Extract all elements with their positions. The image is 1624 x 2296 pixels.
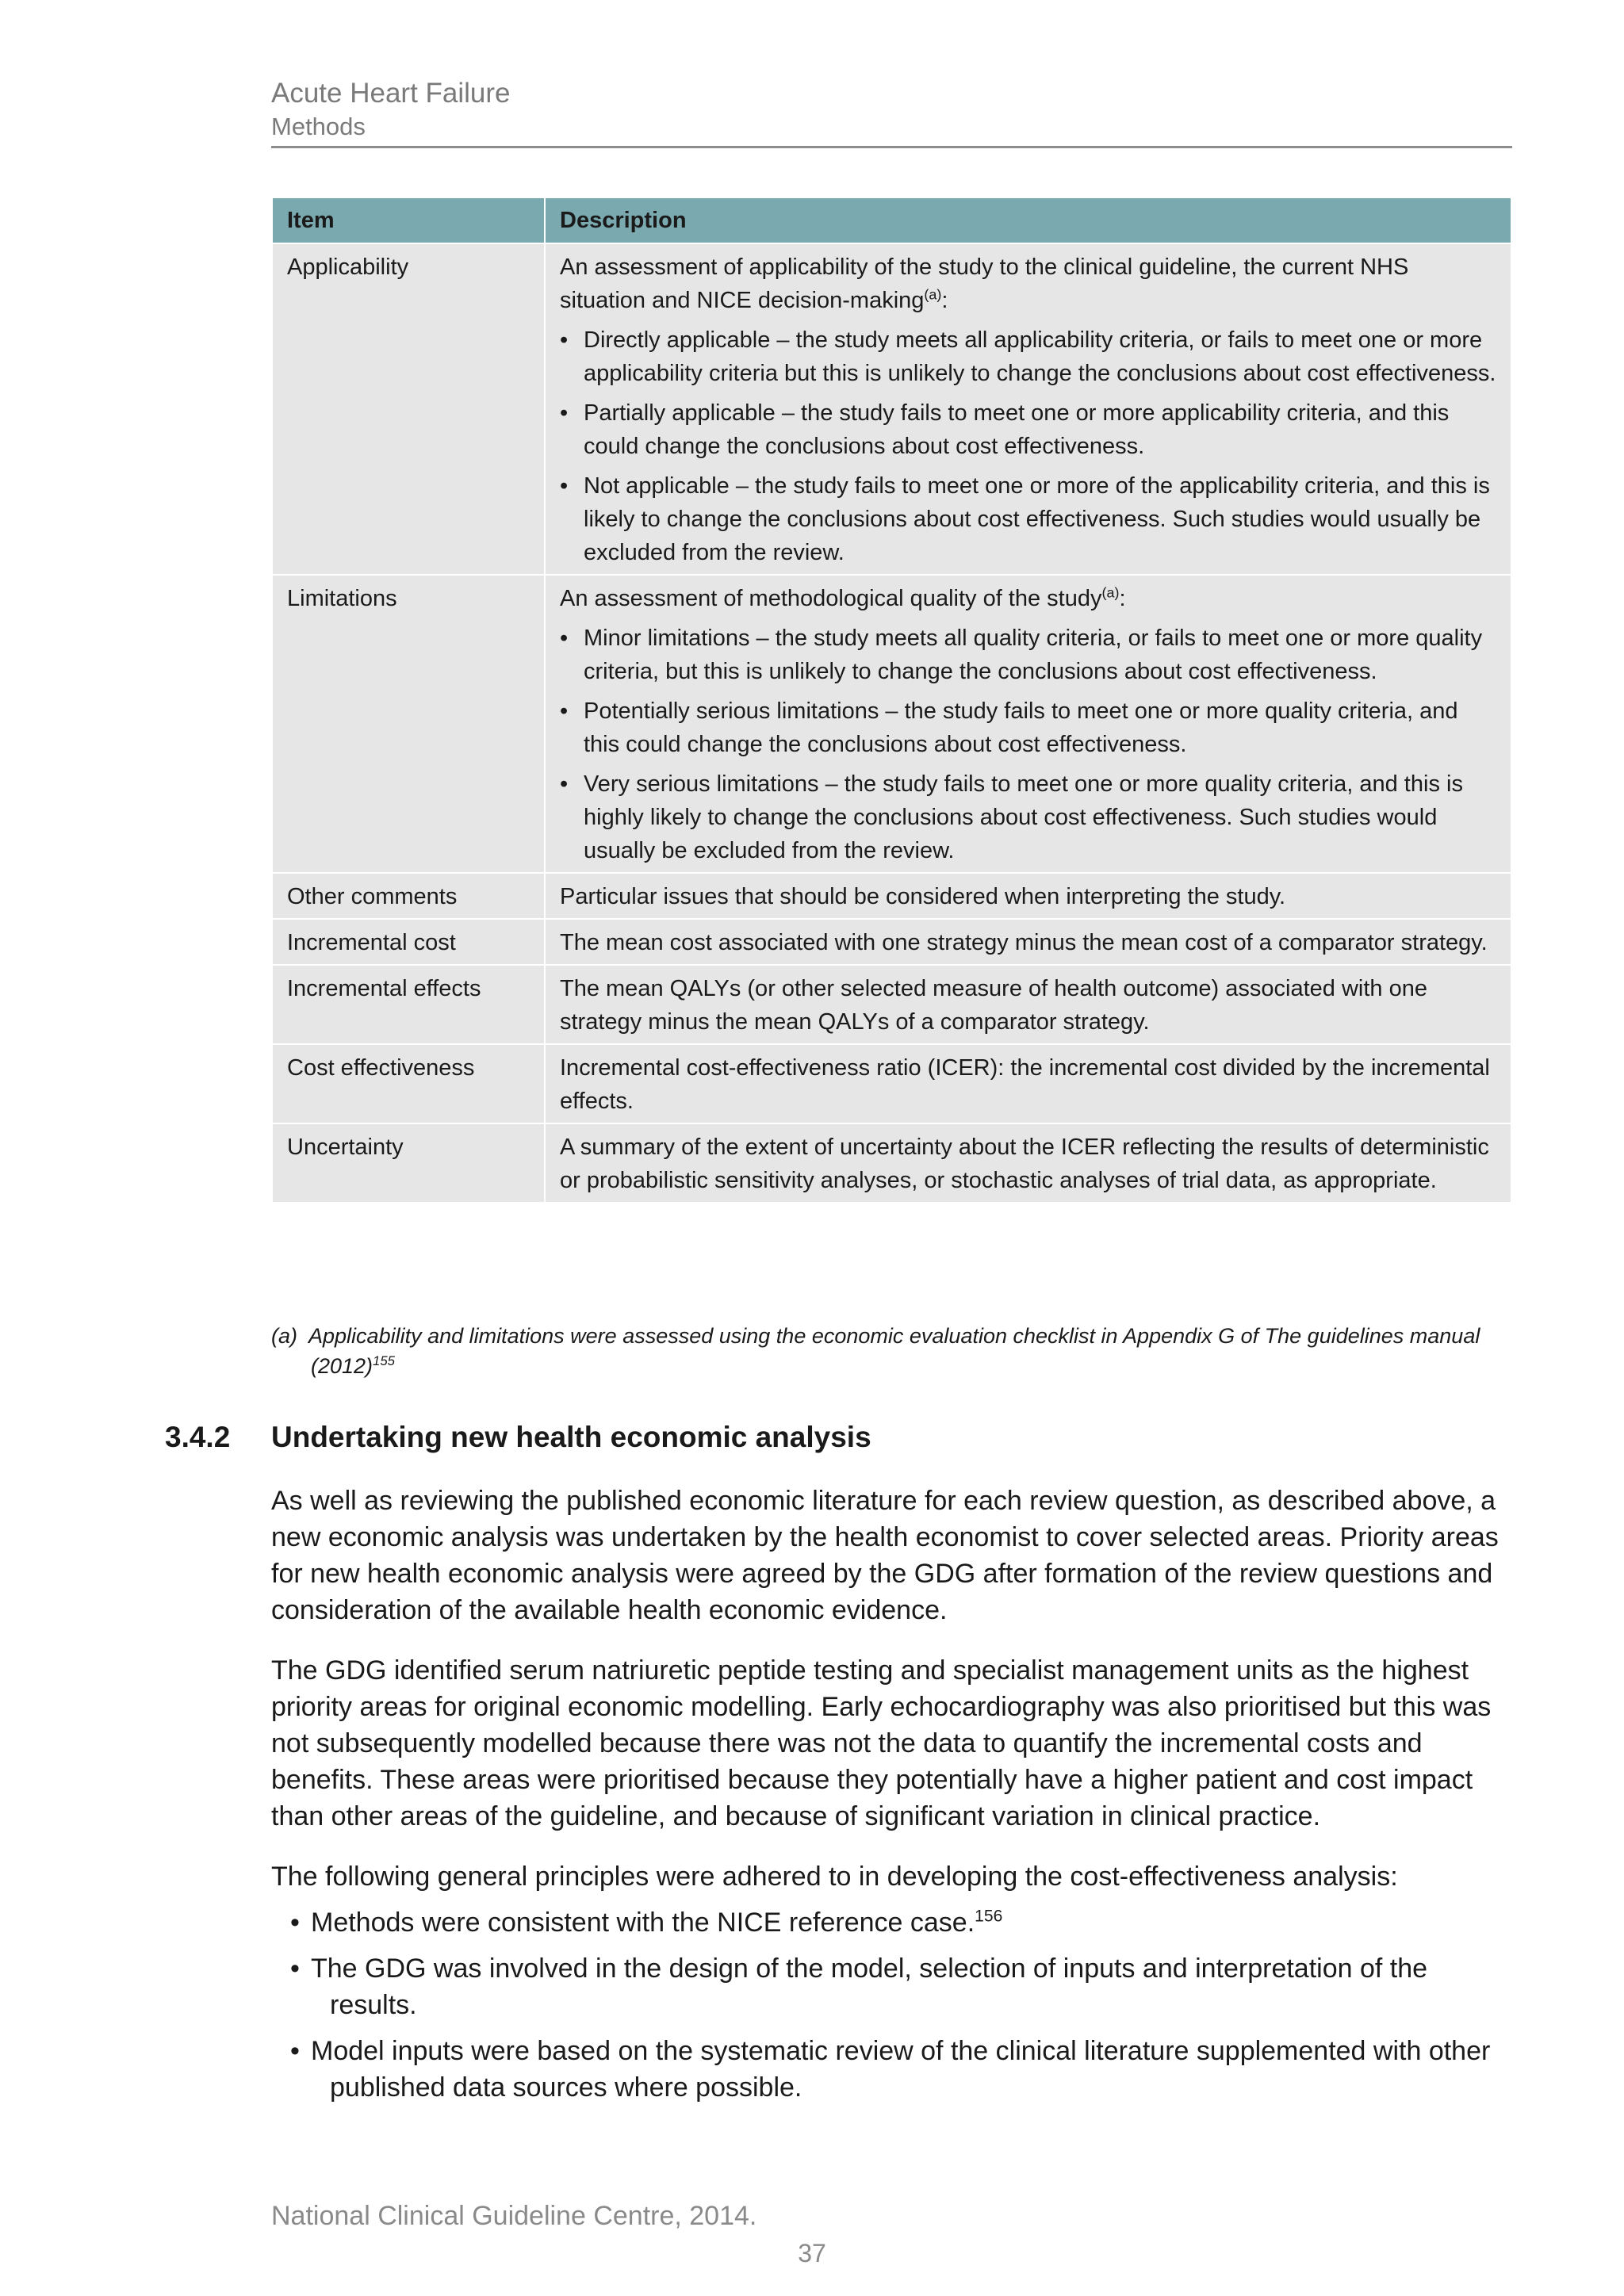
table-header-row xyxy=(272,197,1511,243)
list-item: • Directly applicable – the study meets all applicability criteria, or fails to meet one or more applicability criteria but this is unlikely to change the conclusions about cost effectiveness. xyxy=(560,323,1496,390)
table-row xyxy=(272,243,1511,575)
paragraph: The GDG identified serum natriuretic peptide testing and specialist management units as the highest priority areas for original economic modelling. Early echocardiography was also prioritised but this was not subsequently modelled because there was not the data to quantify the incremental costs and benefits. These areas were prioritised because they potentially have a higher patient and cost impact than other areas of the guideline, and because of significant variation in clinical practice. xyxy=(271,1655,1492,1831)
table-row xyxy=(272,575,1511,873)
chapter-name: Methods xyxy=(271,113,366,140)
row-item: Incremental effects xyxy=(272,965,545,1044)
footer-credit: National Clinical Guideline Centre, 2014. xyxy=(271,2201,757,2231)
row-description: Incremental cost-effectiveness ratio (ICER): the incremental cost divided by the incremental effects. xyxy=(545,1044,1511,1123)
document-title: Acute Heart Failure xyxy=(271,78,511,109)
table-row xyxy=(272,1044,1511,1123)
section-body xyxy=(271,1483,1512,2115)
table-row xyxy=(272,919,1511,965)
row-item: Applicability xyxy=(272,243,545,575)
row-description: The mean cost associated with one strategy minus the mean cost of a comparator strategy. xyxy=(545,919,1511,965)
list-item: • Very serious limitations – the study fails to meet one or more quality criteria, and this is highly likely to change the conclusions about cost effectiveness. Such studies would usually be excluded from the review. xyxy=(560,767,1496,867)
principles-list xyxy=(271,1904,1512,2106)
list-item: • Model inputs were based on the systematic review of the clinical literature supplemented with other published data sources where possible. xyxy=(290,2036,1491,2103)
table-row xyxy=(272,873,1511,919)
row-item: Uncertainty xyxy=(272,1123,545,1203)
row-item: Incremental cost xyxy=(272,919,545,965)
economic-evidence-table xyxy=(271,197,1512,1203)
list-item: • Minor limitations – the study meets all quality criteria, or fails to meet one or more quality criteria, but this is unlikely to change the conclusions about cost effectiveness. xyxy=(560,622,1496,688)
table-row xyxy=(272,965,1511,1044)
list-item: • Not applicable – the study fails to meet one or more of the applicability criteria, and this is likely to change the conclusions about cost effectiveness. Such studies would usually be excluded from the review. xyxy=(560,469,1496,569)
paragraph: As well as reviewing the published economic literature for each review question, as described above, a new economic analysis was undertaken by the health economist to cover selected areas. Priority areas for new health economic analysis were agreed by the GDG after formation of the review questions and consideration of the available health economic evidence. xyxy=(271,1486,1499,1625)
list-item: • Partially applicable – the study fails to meet one or more applicability criteria, and this could change the conclusions about cost effectiveness. xyxy=(560,396,1496,463)
table-footnote: (a) Applicability and limitations were assessed using the economic evaluation checklist in Appendix G of The guidelines manual $(2012)^{155}$ xyxy=(271,1324,1480,1378)
section-number: 3.4.2 xyxy=(165,1421,231,1453)
table-row xyxy=(272,1123,1511,1203)
list-item: • Methods were consistent with the NICE reference case.$^{156}$ xyxy=(290,1907,1003,1938)
list-item: • The GDG was involved in the design of the model, selection of inputs and interpretation of the results. xyxy=(290,1954,1428,2020)
row-description: A summary of the extent of uncertainty about the ICER reflecting the results of deterministic or probabilistic sensitivity analyses, or stochastic analyses of trial data, as appropriate. xyxy=(545,1123,1511,1203)
page-number: 37 xyxy=(798,2239,826,2267)
list-item: • Potentially serious limitations – the study fails to meet one or more quality criteria, and this could change the conclusions about cost effectiveness. xyxy=(560,695,1496,761)
row-intro: An assessment of methodological quality of the study$^{(a)}$: xyxy=(560,584,1126,611)
row-item: Other comments xyxy=(272,873,545,919)
header-rule xyxy=(271,146,1512,148)
row-intro: An assessment of applicability of the study to the clinical guideline, the current NHS situation and NICE decision-making$^{(a)}$: xyxy=(560,254,1409,313)
row-description: Particular issues that should be considered when interpreting the study. xyxy=(545,873,1511,919)
running-header xyxy=(271,76,1512,143)
paragraph: The following general principles were adhered to in developing the cost-effectiveness analysis: xyxy=(271,1862,1398,1892)
section-title: Undertaking new health economic analysis xyxy=(271,1421,871,1453)
row-item: Cost effectiveness xyxy=(272,1044,545,1123)
row-item: Limitations xyxy=(272,575,545,873)
row-description xyxy=(545,575,1511,873)
column-header-item: Item xyxy=(272,197,545,243)
column-header-description: Description xyxy=(545,197,1511,243)
row-description xyxy=(545,243,1511,575)
row-description: The mean QALYs (or other selected measure of health outcome) associated with one strategy minus the mean QALYs of a comparator strategy. xyxy=(545,965,1511,1044)
